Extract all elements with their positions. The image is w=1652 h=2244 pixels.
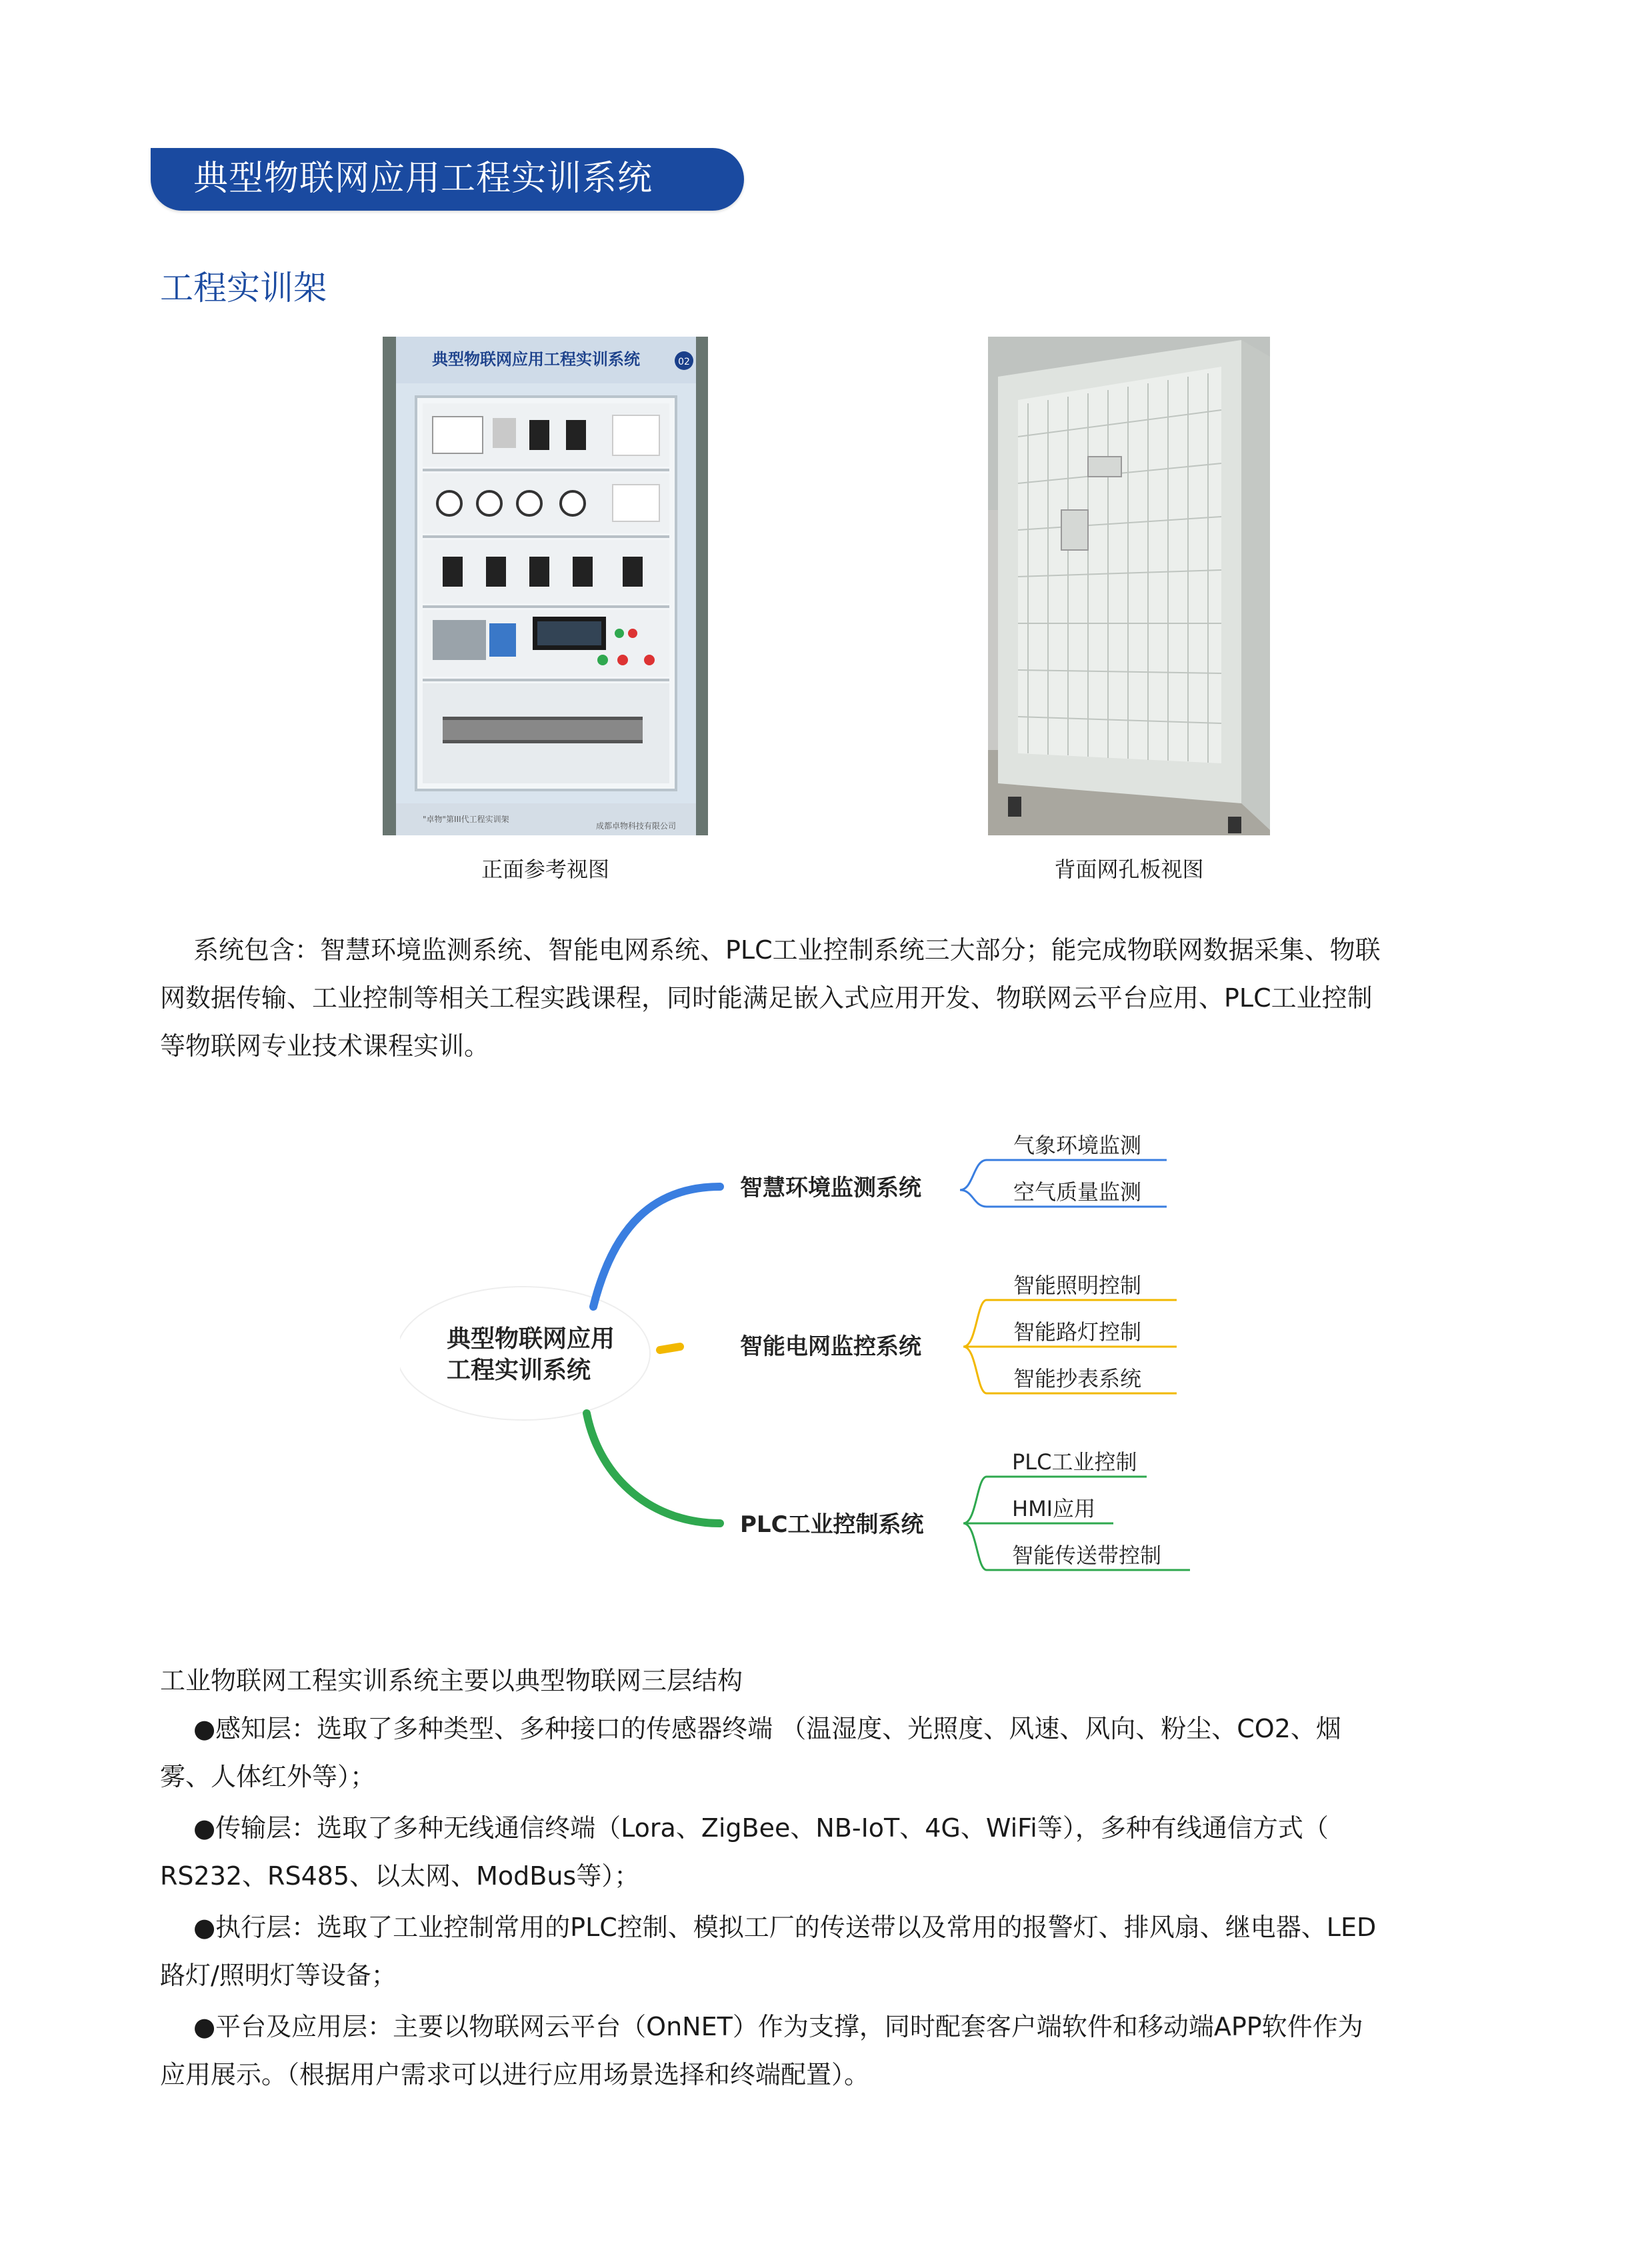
intro-line-2: 网数据传输、工业控制等相关工程实践课程，同时能满足嵌入式应用开发、物联网云平台应用、PLC工业控制 [160,983,1373,1013]
bullet-icon: ● [193,2012,216,2041]
structure-item-4-line-1 [160,2003,1493,2051]
mindmap-branch-1: 智慧环境监测系统 [740,1175,921,1201]
cabinet-front-illustration [383,337,708,835]
panel-title: 典型物联网应用工程实训系统 [432,350,640,369]
back-view-photo [988,337,1270,835]
branch-connector-1 [593,1187,720,1307]
mindmap-leaf-2-2: 智能路灯控制 [1013,1319,1142,1345]
bullet-icon: ● [193,1714,216,1743]
bullet-icon: ● [193,1913,216,1942]
structure-item-3-line-2: 路灯/照明灯等设备； [160,1961,397,1990]
mindmap-leaf-3-1: PLC工业控制 [1012,1449,1137,1475]
mindmap-leaf-3-2: HMI应用 [1012,1496,1096,1521]
structure-item-4-text: 平台及应用层：主要以物联网云平台（OnNET）作为支撑，同时配套客户端软件和移动端APP软件作为 [215,2012,1363,2041]
section-title: 工程实训架 [160,269,327,307]
mindmap-leaf-1-2: 空气质量监测 [1013,1179,1142,1205]
mindmap-leaf-2-3: 智能抄表系统 [1013,1366,1142,1391]
structure-item-3-line-1 [160,1903,1493,1951]
structure-item-2-line-2: RS232、RS485、以太网、ModBus等）； [160,1861,640,1891]
bullet-icon: ● [193,1813,216,1843]
structure-heading: 工业物联网工程实训系统主要以典型物联网三层结构 [160,1666,743,1695]
intro-line-3: 等物联网专业技术课程实训。 [160,1031,490,1061]
page-title: 典型物联网应用工程实训系统 [193,159,653,199]
mindmap [400,1107,1213,1587]
structure-item-2-text: 传输层：选取了多种无线通信终端（Lora、ZigBee、NB-IoT、4G、WiFi等），多种有线通信方式（ [215,1813,1329,1843]
branch-connector-3 [587,1413,720,1523]
front-view-photo [383,337,708,835]
structure-item-2-line-1 [160,1804,1493,1852]
mindmap-leaf-3-3: 智能传送带控制 [1012,1543,1162,1568]
mindmap-branch-2: 智能电网监控系统 [740,1333,921,1360]
panel-footer-left: "卓物"第III代工程实训架 [423,815,509,824]
mindmap-leaf-1-1: 气象环境监测 [1013,1133,1142,1158]
mindmap-leaf-2-1: 智能照明控制 [1013,1273,1142,1298]
cabinet-back-illustration [988,337,1270,835]
structure-item-4-line-2: 应用展示。（根据用户需求可以进行应用场景选择和终端配置）。 [160,2060,870,2089]
mindmap-root-line-2: 工程实训系统 [447,1357,591,1384]
panel-footer-right: 成都卓物科技有限公司 [595,821,676,831]
intro-line-1: 系统包含：智慧环境监测系统、智能电网系统、PLC工业控制系统三大部分；能完成物联网数据采集、物联 [193,935,1381,965]
front-view-caption: 正面参考视图 [481,857,609,882]
panel-badge: 02 [678,357,690,367]
structure-item-1-line-2: 雾、人体红外等）； [160,1762,376,1791]
mindmap-branch-3: PLC工业控制系统 [740,1511,924,1538]
structure-item-3-text: 执行层：选取了工业控制常用的PLC控制、模拟工厂的传送带以及常用的报警灯、排风扇、继电器、LED [215,1913,1377,1942]
structure-item-1-text: 感知层：选取了多种类型、多种接口的传感器终端 （温湿度、光照度、风速、风向、粉尘、CO2、烟 [215,1714,1341,1743]
back-view-caption: 背面网孔板视图 [1054,857,1204,882]
structure-item-1-line-1 [160,1705,1493,1753]
mindmap-root-line-1: 典型物联网应用 [447,1325,615,1353]
branch-connector-2 [660,1347,680,1350]
